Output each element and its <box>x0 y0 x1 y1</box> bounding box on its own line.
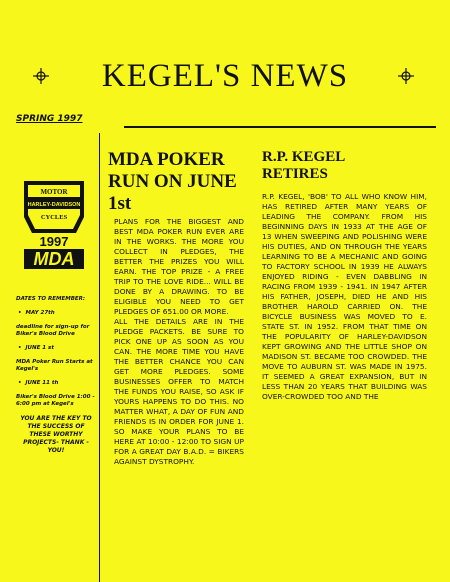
sidebar-heading: DATES TO REMEMBER: <box>16 296 86 302</box>
article1-headline: MDA POKER RUN ON JUNE 1st <box>108 149 237 214</box>
article2-headline: R.P. KEGEL RETIRES <box>262 149 345 182</box>
logo-year: 1997 <box>39 234 69 249</box>
article1-paragraph: ALL THE DETAILS ARE IN THE PLEDGE PACKETS. BE SURE TO PICK ONE UP AS SOON AS YOU CAN. THE MORE TIME YOU HAVE THE BETTER CHANCE YOU CAN GET MORE PLEDGES. SOME BUSINESSES OFFER TO MATCH THE FUNDS YOU RAISE, SO ASK IF YOURS HAPPENS TO DO THIS. NO MATTER WHAT, A DAY OF FUN AND FRIENDS IS IN ORDER FOR JUNE 1. SO MAKE YOUR PLANS TO BE HERE AT 10:00 - 12:00 TO SIGN UP FOR A GREAT DAY B.A.D. = BIKERS AGAINST DYSTROPHY. <box>114 317 244 466</box>
article1-body <box>114 217 244 467</box>
sidebar-event: deadline for sign-up for Biker's Blood Drive <box>16 324 90 337</box>
logo-line2: HARLEY-DAVIDSON <box>27 202 81 208</box>
sidebar-thanks: YOU ARE THE KEY TO THE SUCCESS OF THESE WORTHY PROJECTS- THANK - YOU! <box>20 415 92 454</box>
harley-davidson-mda-logo <box>18 177 90 271</box>
sidebar-event: Biker's Blood Drive 1:00 - 6:00 pm at Kegel's <box>16 394 95 407</box>
masthead-title: KEGEL'S NEWS <box>101 58 349 94</box>
logo-org: MDA <box>33 249 75 269</box>
logo-line3: CYCLES <box>40 214 68 221</box>
article2-body <box>262 192 427 402</box>
sidebar-date: • JUNE 1 st <box>16 345 96 352</box>
ornament-icon <box>398 68 414 84</box>
sidebar-date: • JUNE 11 th <box>16 380 96 387</box>
article2-paragraph: R.P. KEGEL, 'BOB' TO ALL WHO KNOW HIM, HAS RETIRED AFTER MANY YEARS OF LEADING THE COMPANY. FROM HIS BEGINNING DAYS IN 1933 AT THE AGE OF 13 WHEN SWEEPING AND POLISHING WERE HIS DUTIES, AND ON THROUGH THE YEARS LEARNING TO BE A MECHANIC AND GOING TO FACTORY SCHOOL IN 1939 HE ALWAYS ENJOYED RIDING - EVEN DABBLING IN RACING FROM 1939 - 1941. IN 1947 AFTER HIS FATHER, JOSEPH, DIED HE AND HIS BROTHER HAROLD CARRIED ON. THE BICYCLE BUSINESS WAS MOVED TO E. STATE ST. IN 1952. FROM THAT TIME ON THE POPULARITY OF HARLEY-DAVIDSON KEPT GROWING AND THE LITTLE SHOP ON MADISON ST. BECAME TOO CROWDED. THE MOVE TO AUBURN ST. WAS MADE IN 1975. IT SEEMED A GREAT EXPANSION, BUT IN LESS THAN 20 YEARS THAT BUILDING WAS OVER-CROWDED TOO AND THE <box>262 192 427 401</box>
issue-label: SPRING 1997 <box>16 114 83 124</box>
sidebar-event: MDA Poker Run Starts at Kegel's <box>16 359 93 372</box>
article1-paragraph: PLANS FOR THE BIGGEST AND BEST MDA POKER RUN EVER ARE IN THE WORKS. THE MORE YOU COLLECT IN PLEDGES, THE BETTER THE PRIZES YOU WILL EARN. THE TOP PRIZE - A FREE TRIP TO THE LOVE RIDE... WILL BE DONE BY A DRAWING. TO BE ELIGIBLE YOU NEED TO GET PLEDGES OF 651.00 OR MORE. <box>114 217 244 316</box>
sidebar-date: • MAY 27th <box>16 310 96 317</box>
divider <box>124 126 436 128</box>
logo-line1: MOTOR <box>40 188 68 196</box>
dates-sidebar <box>16 296 96 455</box>
column-divider <box>99 133 100 582</box>
